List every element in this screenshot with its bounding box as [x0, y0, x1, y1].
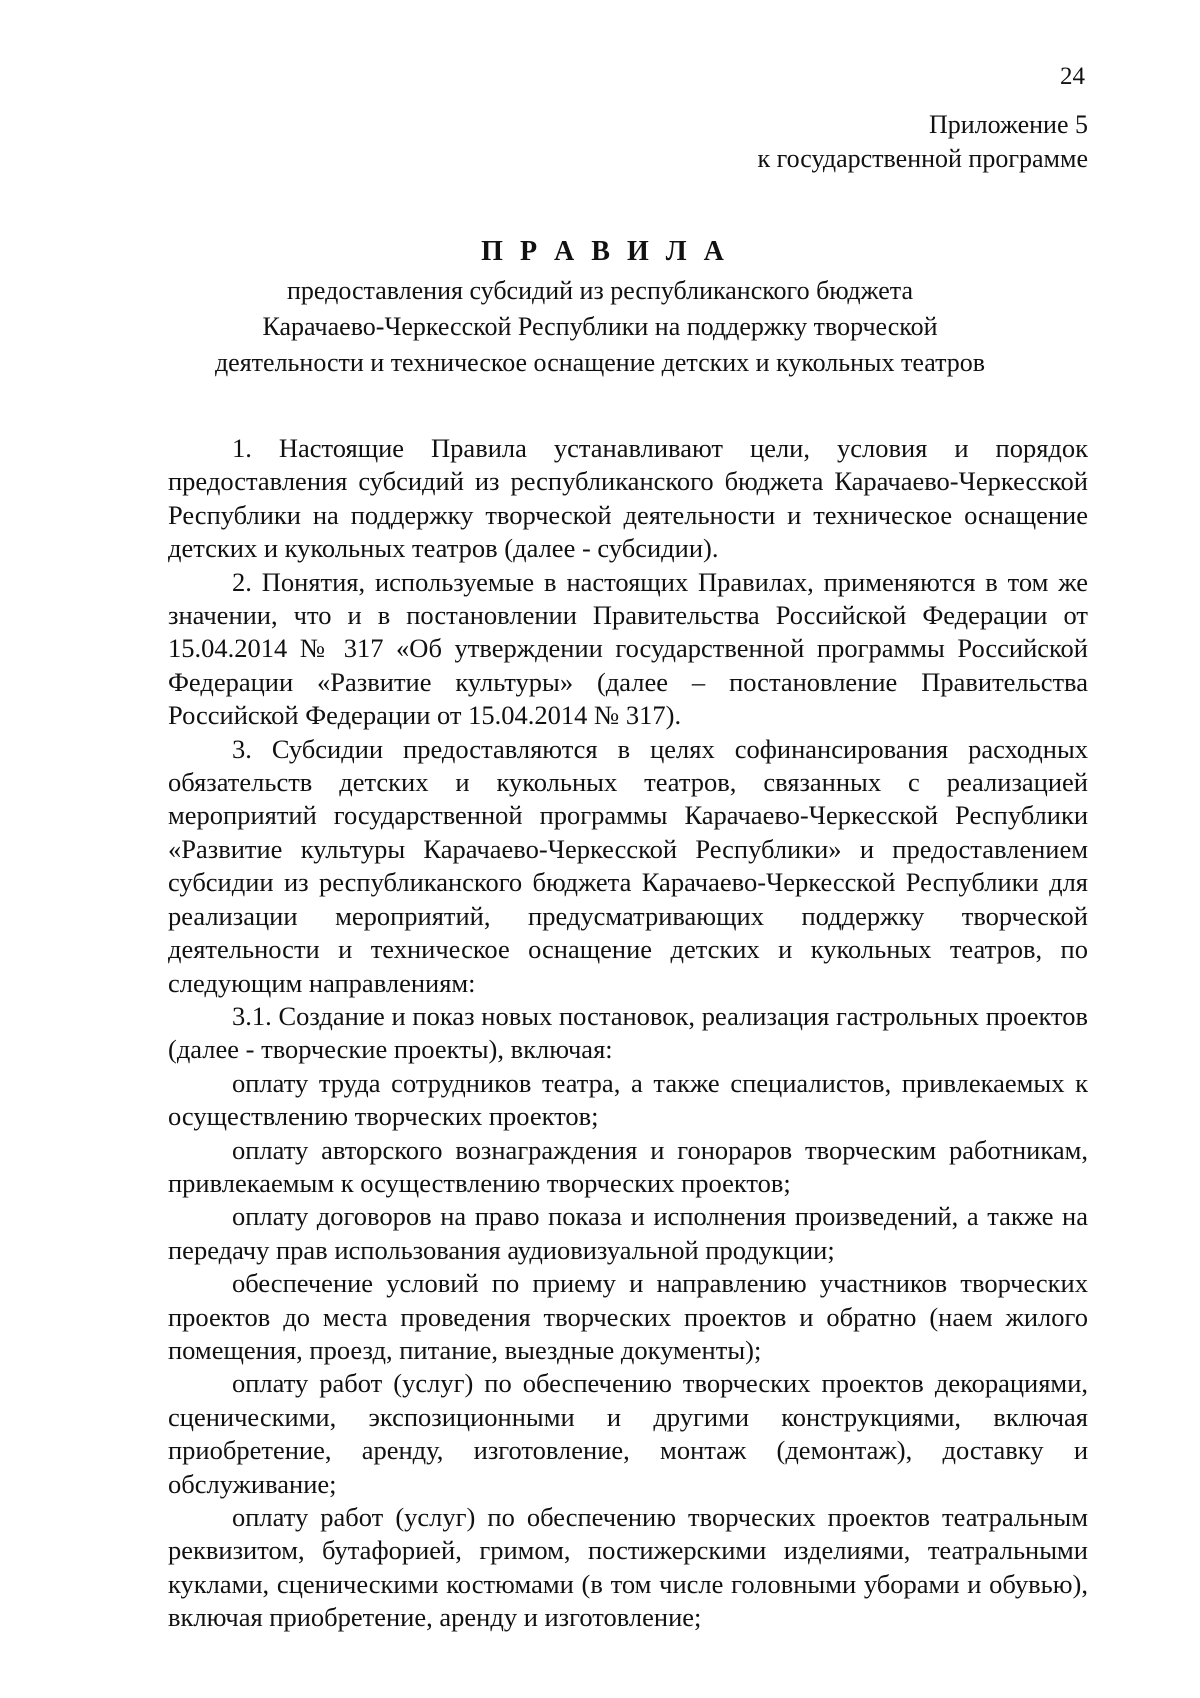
document-heading: П Р А В И Л А [481, 236, 729, 267]
appendix-line-2: к государственной программе [757, 144, 1088, 173]
paragraph-1: 1. Настоящие Правила устанавливают цели, условия и порядок предоставления субсидий из республиканского бюджета Карачаево-Черкесской Республики на поддержку творческой деятельности и техническое оснащение детских и кукольных театров (далее - субсидии). [168, 433, 1088, 564]
paragraph-3: 3. Субсидии предоставляются в целях софинансирования расходных обязательств детских и кукольных театров, связанных с реализацией мероприятий государственной программы Карачаево-Черкесской Республики «Развитие культуры Карачаево-Черкесской Республики» и предоставлением субсидии из республиканского бюджета Карачаево-Черкесской Республики для реализации мероприятий, предусматривающих поддержку творческой деятельности и техническое оснащение детских и кукольных театров, по следующим направлениям: [168, 733, 1088, 998]
document-title-block [150, 232, 1050, 380]
list-item-staff-pay: оплату труда сотрудников театра, а также специалистов, привлекаемых к осуществлению творческих проектов; [168, 1067, 1088, 1132]
page-number: 24 [1060, 63, 1085, 90]
list-item-performance-rights: оплату договоров на право показа и исполнения произведений, а также на передачу прав использования аудиовизуальной продукции; [168, 1201, 1088, 1265]
paragraph-3-1: 3.1. Создание и показ новых постановок, реализация гастрольных проектов (далее - творческие проекты), включая: [168, 1000, 1088, 1065]
list-item-participant-travel: обеспечение условий по приему и направлению участников творческих проектов до места проведения творческих проектов и обратно (наем жилого помещения, проезд, питание, выездные документы); [168, 1268, 1088, 1365]
document-body [168, 432, 1088, 1635]
list-item-author-fees: оплату авторского вознаграждения и гонораров творческим работникам, привлекаемым к осуществлению творческих проектов; [168, 1134, 1088, 1198]
subtitle-line-2: Карачаево-Черкесской Республики на поддержку творческой [262, 312, 938, 341]
list-item-decorations: оплату работ (услуг) по обеспечению творческих проектов декорациями, сценическими, экспозиционными и другими конструкциями, включая приобретение, аренду, изготовление, монтаж (демонтаж), доставку и обслуживание; [168, 1368, 1088, 1499]
appendix-line-1: Приложение 5 [928, 110, 1088, 139]
subtitle-line-1: предоставления субсидий из республиканского бюджета [286, 276, 914, 305]
subtitle-line-3: деятельности и техническое оснащение детских и кукольных театров [214, 348, 986, 377]
appendix-reference [758, 108, 1089, 176]
list-item-props-costumes: оплату работ (услуг) по обеспечению творческих проектов театральным реквизитом, бутафорией, гримом, постижерскими изделиями, театральными куклами, сценическими костюмами (в том числе головными уборами и обувью), включая приобретение, аренду и изготовление; [168, 1502, 1088, 1633]
paragraph-2: 2. Понятия, используемые в настоящих Правилах, применяются в том же значении, что и в постановлении Правительства Российской Федерации от 15.04.2014 № 317 «Об утверждении государственной программы Российской Федерации «Развитие культуры» (далее – постановление Правительства Российской Федерации от 15.04.2014 № 317). [168, 566, 1088, 731]
